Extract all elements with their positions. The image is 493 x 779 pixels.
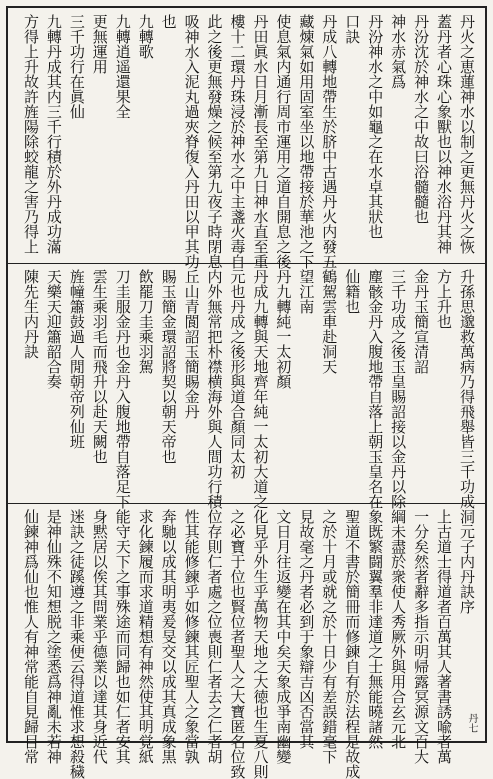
text-column: 奔馳以成其明夷爰旻交以成其真成象黒 <box>159 509 178 764</box>
text-column: 身黙居以俟其問業乎德業以達其身近代 <box>90 509 109 764</box>
text-column: 是神仙殊不知想脱之塗悉爲神亂未若神 <box>44 509 63 764</box>
text-column: 望江南 <box>297 269 316 314</box>
text-column: 元也丹成之後形與道合顏同太初 <box>228 269 247 479</box>
text-column: 方上升也 <box>435 269 454 329</box>
text-column: 仙籍也 <box>343 269 362 314</box>
text-column: 求化鍊履而求道精想有神然使其明覚紙 <box>136 509 155 764</box>
text-column: 内外無常把朴襟横海外與人間功行積 <box>205 269 224 509</box>
text-column: 丹成九轉與天地齊年純一太初大道之 <box>251 269 270 509</box>
text-column: 也 <box>159 14 178 29</box>
text-column: 吸神水入泥丸過夾脊復入丹田以甲其功 <box>182 14 201 269</box>
text-column: 天樂天迎簫韶合奏 <box>44 269 63 389</box>
text-column: 更無運用 <box>90 14 109 74</box>
text-column: 口訣 <box>343 14 362 44</box>
upper-register <box>8 8 485 269</box>
text-column: 鶴駕雲車赴洞天 <box>320 269 339 374</box>
text-column: 之於十月或就之於十日少有差誤錯毫下 <box>320 509 339 764</box>
text-column: 綱未盡於衆使人秀厥外與用合玄元北 <box>389 509 408 749</box>
text-column: 賜玉簡金環詔將契以朝天帝也 <box>159 269 178 464</box>
text-column: 飲罷刀圭乘羽駕 <box>136 269 155 374</box>
text-column: 九轉歌 <box>136 14 155 59</box>
text-column: 九轉逍遥還果全 <box>113 14 132 119</box>
text-column: 方得上升故許旌陽除蛟龍之害乃得上 <box>21 14 40 254</box>
text-column: 丹汾沈於神水之中故曰浴髓髓也 <box>412 14 431 224</box>
text-column: 刀圭服金丹也金丹入腹地帶自落足下 <box>113 269 132 509</box>
text-column: 聖道不書於簡冊而修鍊自有於法程是故成 <box>343 509 362 779</box>
scripture-page <box>6 6 487 779</box>
text-column: 丹汾神水之中如龜之在水卓其狀也 <box>366 14 385 239</box>
text-column: 文日月往返變在其中矣天象成爭南幽變 <box>274 509 293 764</box>
text-column: 金丹玉簡宣清詔 <box>412 269 431 374</box>
text-column: 一分矣然者辭多指示明帰露冥源文百大 <box>412 509 431 764</box>
text-column: 九轉丹成其内三千行積於外丹成功滿 <box>44 14 63 254</box>
text-column: 使息氣内通行周市運用之道自開息之後 <box>274 14 293 269</box>
text-column: 丹成八轉地帶生於脐中古遇丹火内發五 <box>320 14 339 269</box>
text-column: 樓十二環丹珠浸於神水之中主盞火毒自 <box>228 14 247 269</box>
text-column: 塵骸金丹入腹地帶自落上朝玉皇名在 <box>366 269 385 509</box>
text-column: 丹田眞水日月漸長至第九日神水直至重 <box>251 14 270 269</box>
text-column: 仙鍊神爲仙也惟人有神常能自見歸目常 <box>21 509 40 764</box>
text-column: 三千功成之後玉皇賜詔接以金丹以除 <box>389 269 408 509</box>
text-column: 見故毫之丹者必到于象辯吉凶否當其 <box>297 509 316 749</box>
text-column: 神水赤氣爲 <box>389 14 408 89</box>
text-column: 能守天下之事殊途而同歸也如仁者安其 <box>113 509 132 764</box>
text-column: 此之後更無發燥之候至第九夜子時閉息 <box>205 14 224 269</box>
text-column: 化見乎外生乎萬物天地之大徳也生夏八則 <box>251 509 270 779</box>
text-column: 之必寶于位也賢位者聖人之大寶匿名位致 <box>228 509 247 779</box>
text-column: 旌幢簫鼓過人閒朝帝列仙班 <box>67 269 86 449</box>
text-column: 丹火之恵蓮神水以制之更無丹火之恢 <box>458 14 476 254</box>
text-column: 蓋丹者心珠心象獸也以神水浴丹其神 <box>435 14 454 254</box>
text-column: 藏煉氣如用固室坐以地帶接於華池之下 <box>297 14 316 269</box>
text-column: 象既繁闘翼羣非達道之士無能曉諸然 <box>366 509 385 749</box>
text-column: 上古道士得道者百萬其人著書誘喩者萬 <box>435 509 454 764</box>
text-column: 迷訣之徒蹊遵之非乘便云得道惟求想殺穢 <box>67 509 86 779</box>
middle-register <box>8 263 485 509</box>
text-column: 丹九轉純一太初顏 <box>274 269 293 389</box>
text-column: 升孫思邈救萬病乃得飛舉皆三千功成 <box>458 269 476 509</box>
lower-register <box>8 503 485 779</box>
text-column: 三千功行在眞仙 <box>67 14 86 119</box>
text-column: 洞元子内丹訣序 <box>458 509 476 614</box>
text-column: 雲生乘羽毛而飛升以赴天闕也 <box>90 269 109 464</box>
text-column: 位存則仁者處之位喪則仁者去之仁者胡 <box>205 509 224 764</box>
folio-number: 丹七 <box>466 713 477 733</box>
text-column: 陳先生内丹訣 <box>21 269 40 359</box>
text-column: 丘山青閬詔玉簡賜金丹 <box>182 269 201 419</box>
text-column: 性其能修鍊乎如修鍊其匠聖人之象當孰 <box>182 509 201 764</box>
